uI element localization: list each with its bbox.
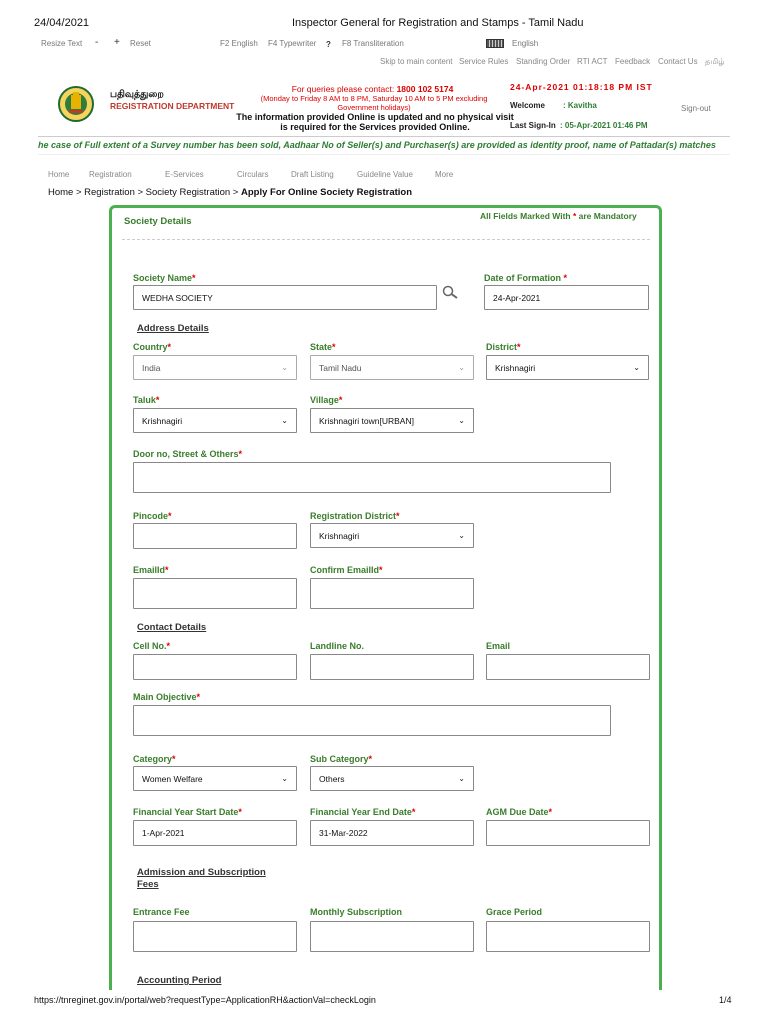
nav-e-services[interactable]: E-Services: [165, 170, 204, 179]
village-label: Village*: [310, 395, 343, 405]
district-label: District*: [486, 342, 521, 352]
main-objective-input[interactable]: [133, 705, 611, 736]
country-label: Country*: [133, 342, 172, 352]
fy-start-input[interactable]: 1-Apr-2021: [133, 820, 297, 846]
print-page-number: 1/4: [719, 995, 732, 1005]
nav-guideline-value[interactable]: Guideline Value: [357, 170, 413, 179]
f2-english-button[interactable]: F2 English: [220, 39, 258, 48]
service-rules-link[interactable]: Service Rules: [459, 57, 509, 66]
last-signin-value: : 05-Apr-2021 01:46 PM: [560, 121, 648, 130]
door-street-input[interactable]: [133, 462, 611, 493]
print-date: 24/04/2021: [34, 17, 90, 29]
admission-fees-heading: Admission and Subscription Fees: [137, 867, 266, 890]
grace-period-input[interactable]: [486, 921, 650, 952]
decrease-text-button[interactable]: -: [95, 37, 99, 48]
chevron-down-icon: ⌄: [458, 363, 465, 372]
door-label: Door no, Street & Others*: [133, 449, 243, 459]
email-input[interactable]: [486, 654, 650, 680]
online-info-notice: The information provided Online is updated and no physical visit is required for the Services provided Online.: [236, 112, 514, 132]
search-icon[interactable]: [441, 285, 459, 301]
keyboard-icon[interactable]: [486, 39, 504, 48]
reset-text-button[interactable]: Reset: [130, 39, 151, 48]
nav-registration[interactable]: Registration: [89, 170, 132, 179]
increase-text-button[interactable]: +: [114, 37, 120, 48]
state-select[interactable]: Tamil Nadu ⌄: [310, 355, 474, 380]
category-label: Category*: [133, 754, 176, 764]
skip-to-main-link[interactable]: Skip to main content: [380, 57, 453, 66]
landline-input[interactable]: [310, 654, 474, 680]
taluk-label: Taluk*: [133, 395, 160, 405]
signout-link[interactable]: Sign-out: [681, 104, 711, 113]
date-formation-input[interactable]: 24-Apr-2021: [484, 285, 649, 310]
help-icon[interactable]: ?: [326, 40, 331, 49]
welcome-user-name: : Kavitha: [563, 101, 597, 110]
resize-text-label: Resize Text: [41, 39, 83, 48]
chevron-down-icon: ⌄: [458, 416, 465, 425]
chevron-down-icon: ⌄: [281, 774, 288, 783]
society-name-input[interactable]: WEDHA SOCIETY: [133, 285, 437, 310]
fy-end-input[interactable]: 31-Mar-2022: [310, 820, 474, 846]
mandatory-note: All Fields Marked With * are Mandatory: [480, 211, 637, 221]
print-url: https://tnreginet.gov.in/portal/web?requestType=ApplicationRH&actionVal=checkLogin: [34, 995, 376, 1005]
section-title: Society Details: [124, 216, 192, 227]
rti-act-link[interactable]: RTI ACT: [577, 57, 608, 66]
chevron-down-icon: ⌄: [281, 363, 288, 372]
dept-name-tamil: பதிவுத்துறை: [110, 89, 164, 100]
confirm-email-input[interactable]: [310, 578, 474, 609]
chevron-down-icon: ⌄: [458, 774, 465, 783]
chevron-down-icon: ⌄: [281, 416, 288, 425]
nav-draft-listing[interactable]: Draft Listing: [291, 170, 334, 179]
fy-end-label: Financial Year End Date*: [310, 807, 416, 817]
country-select[interactable]: India ⌄: [133, 355, 297, 380]
tn-emblem-logo: [58, 84, 94, 124]
cell-input[interactable]: [133, 654, 297, 680]
monthly-subscription-label: Monthly Subscription: [310, 907, 402, 917]
helpline-hours: (Monday to Friday 8 AM to 8 PM, Saturday 10 AM to 5 PM excluding Government holidays): [260, 94, 488, 112]
monthly-subscription-input[interactable]: [310, 921, 474, 952]
chevron-down-icon: ⌄: [633, 363, 640, 372]
breadcrumb-current: Apply For Online Society Registration: [241, 187, 413, 198]
fy-start-label: Financial Year Start Date*: [133, 807, 242, 817]
welcome-label: Welcome: [510, 101, 545, 110]
agm-due-input[interactable]: [486, 820, 650, 846]
email-label: Email: [486, 641, 511, 651]
header-divider: [38, 136, 730, 137]
email-id-input[interactable]: [133, 578, 297, 609]
email-id-label: EmailId*: [133, 565, 169, 575]
tamil-language-link[interactable]: தமிழ்: [705, 57, 725, 66]
main-objective-label: Main Objective*: [133, 692, 201, 702]
contact-details-heading: Contact Details: [137, 622, 207, 633]
date-formation-label: Date of Formation *: [484, 273, 568, 283]
reg-district-select[interactable]: Krishnagiri ⌄: [310, 523, 474, 548]
nav-divider: [38, 154, 730, 155]
grace-period-label: Grace Period: [486, 907, 543, 917]
address-details-heading: Address Details: [137, 323, 209, 334]
accounting-period-heading: Accounting Period: [137, 975, 222, 986]
contact-us-link[interactable]: Contact Us: [658, 57, 698, 66]
entrance-fee-input[interactable]: [133, 921, 297, 952]
helpline-number: 1800 102 5174: [396, 84, 454, 94]
entrance-fee-label: Entrance Fee: [133, 907, 190, 917]
category-select[interactable]: Women Welfare ⌄: [133, 766, 297, 791]
sub-category-label: Sub Category*: [310, 754, 373, 764]
society-name-label: Society Name*: [133, 273, 196, 283]
chevron-down-icon: ⌄: [458, 531, 465, 540]
state-label: State*: [310, 342, 336, 352]
pincode-label: Pincode*: [133, 511, 172, 521]
district-select[interactable]: Krishnagiri ⌄: [486, 355, 649, 380]
confirm-email-label: Confirm EmailId*: [310, 565, 383, 575]
cell-label: Cell No.*: [133, 641, 171, 651]
queries-contact: For queries please contact: 1800 102 5174: [291, 84, 454, 94]
f4-typewriter-button[interactable]: F4 Typewriter: [268, 39, 317, 48]
feedback-link[interactable]: Feedback: [615, 57, 651, 66]
f8-transliteration-button[interactable]: F8 Transliteration: [342, 39, 404, 48]
nav-circulars[interactable]: Circulars: [237, 170, 269, 179]
taluk-select[interactable]: Krishnagiri ⌄: [133, 408, 297, 433]
section-divider: [122, 239, 650, 240]
nav-more[interactable]: More: [435, 170, 454, 179]
landline-label: Landline No.: [310, 641, 364, 651]
sub-category-select[interactable]: Others ⌄: [310, 766, 474, 791]
reg-district-label: Registration District*: [310, 511, 400, 521]
current-datetime: 24-Apr-2021 01:18:18 PM IST: [510, 82, 653, 92]
breadcrumb: [48, 187, 412, 198]
nav-home[interactable]: Home: [48, 170, 70, 179]
announcement-marquee: he case of Full extent of a Survey number has been sold, Aadhaar No of Seller(s) and Purchaser(s) are provided as identity proof, name of Pattadar(s) matches: [38, 140, 716, 150]
dept-name-english: REGISTRATION DEPARTMENT: [110, 101, 235, 111]
english-language-button[interactable]: English: [512, 39, 539, 48]
print-title: Inspector General for Registration and Stamps - Tamil Nadu: [292, 17, 584, 29]
last-signin-label: Last Sign-In: [510, 121, 556, 130]
standing-order-link[interactable]: Standing Order: [516, 57, 571, 66]
pincode-input[interactable]: [133, 523, 297, 549]
breadcrumb-path[interactable]: Home > Registration > Society Registration >: [48, 187, 241, 198]
agm-due-label: AGM Due Date*: [486, 807, 553, 817]
village-select[interactable]: Krishnagiri town[URBAN] ⌄: [310, 408, 474, 433]
